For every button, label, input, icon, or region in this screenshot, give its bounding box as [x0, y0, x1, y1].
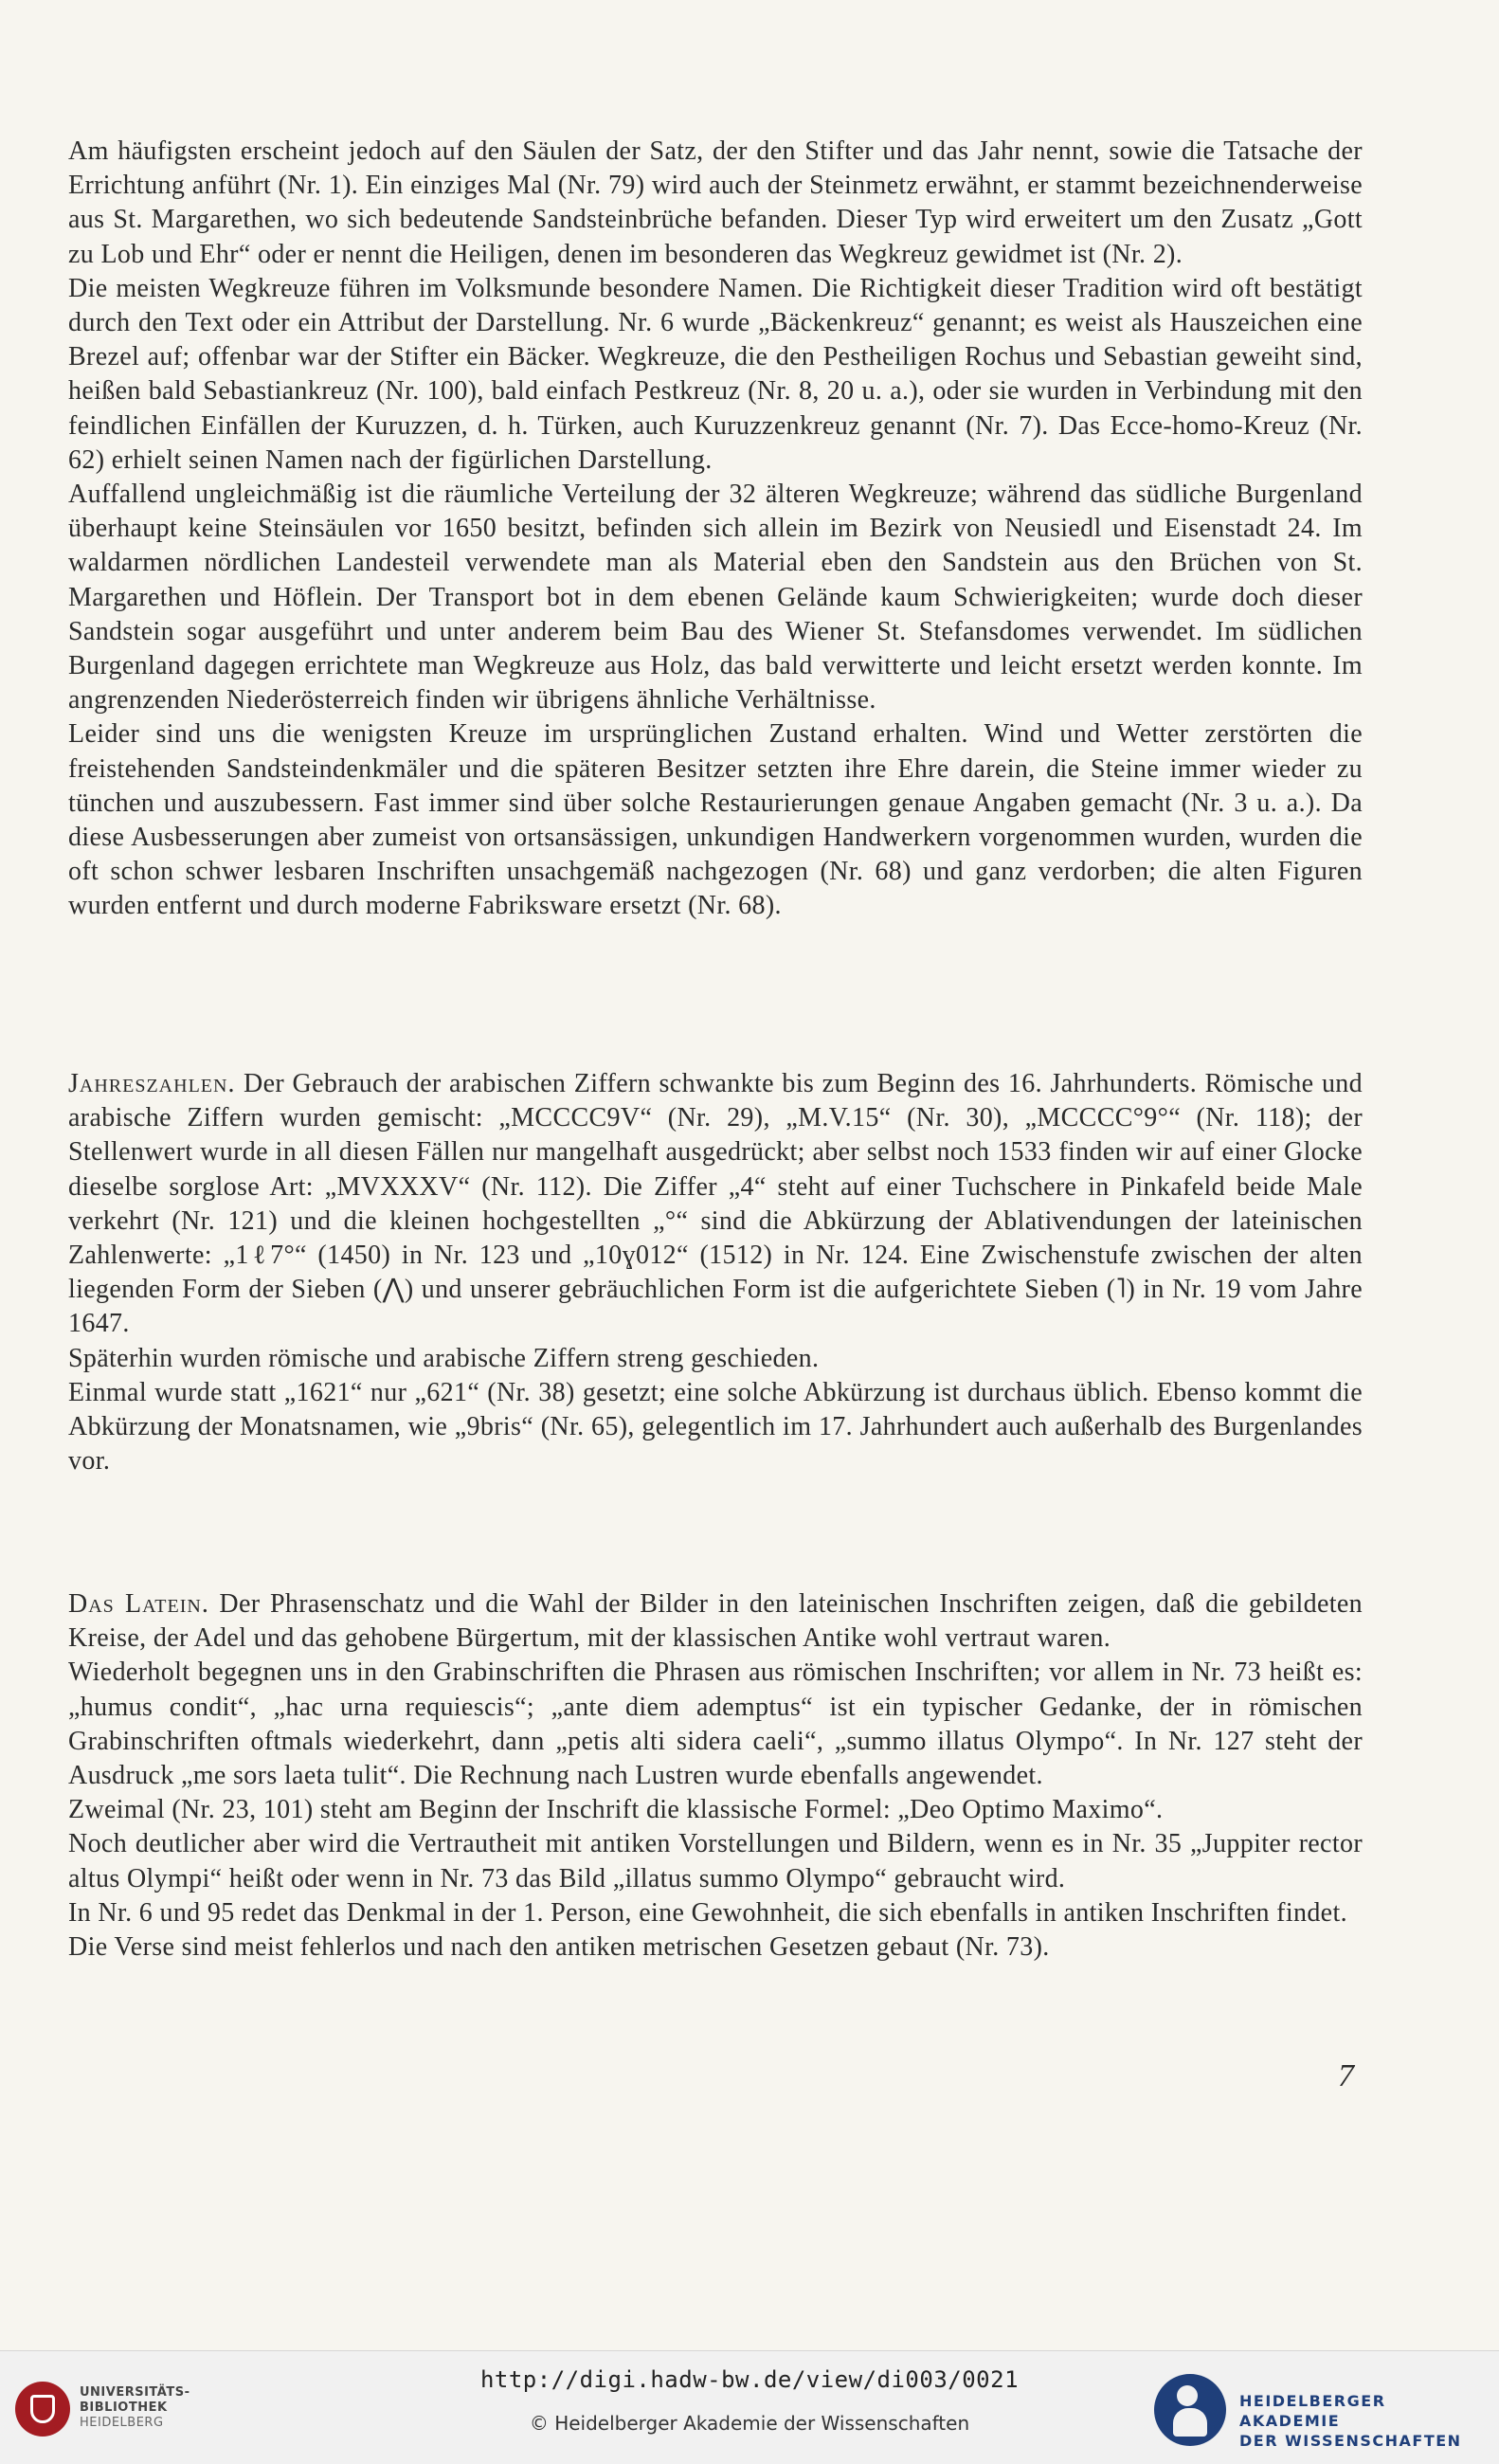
logo-line: UNIVERSITÄTS-: [80, 2385, 190, 2400]
logo-line: DER WISSENSCHAFTEN: [1239, 2432, 1462, 2450]
paragraph: In Nr. 6 und 95 redet das Denkmal in der 1. Person, eine Gewohnheit, die sich ebenfalls in antiken Inschriften findet.: [68, 1897, 1347, 1928]
university-library-name: [80, 2385, 190, 2431]
section-heading: Das Latein.: [68, 1589, 209, 1619]
paragraph-text: Der Phrasenschatz und die Wahl der Bilder in den lateinischen Inschriften zeigen, daß die gebildeten Kreise, der Adel und das gehobene Bürgertum, mit der klassischen Antike wohl vertraut waren.: [68, 1589, 1363, 1654]
academy-emblem-icon: [1154, 2374, 1226, 2446]
university-seal-icon: [15, 2382, 70, 2437]
logo-line: HEIDELBERG: [80, 2416, 164, 2430]
paragraph: Noch deutlicher aber wird die Vertrautheit mit antiken Vorstellungen und Bildern, wenn es in Nr. 35 „Juppiter rector altus Olympi“ heißt oder wenn in Nr. 73 das Bild „illatus summo Olympo“ gebraucht wird.: [68, 1829, 1363, 1893]
section-heading: Jahreszahlen.: [68, 1069, 236, 1098]
paragraph: Späterhin wurden römische und arabische Ziffern streng geschieden.: [68, 1343, 820, 1373]
university-library-logo[interactable]: [15, 2382, 205, 2438]
academy-name: [1239, 2391, 1476, 2451]
paragraph: Die Verse sind meist fehlerlos und nach den antiken metrischen Gesetzen gebaut (Nr. 73).: [68, 1932, 1050, 1963]
paragraph: [68, 1067, 1363, 1342]
text-section-latein: [68, 1587, 1363, 1965]
paragraph: Die meisten Wegkreuze führen im Volksmunde besondere Namen. Die Richtigkeit dieser Tradition wird oft bestätigt durch den Text oder ein Attribut der Darstellung. Nr. 6 wurde „Bäckenkreuz“ genannt; es weist als Hauszeichen eine Brezel auf; offenbar war der Stifter ein Bäcker. Wegkreuze, die den Pestheiligen Rochus und Sebastian geweiht sind, heißen bald Sebastiankreuz (Nr. 100), bald einfach Pestkreuz (Nr. 8, 20 u. a.), oder sie wurden in Verbindung mit den feindlichen Einfällen der Kuruzzen, d. h. Türken, auch Kuruzzenkreuz genannt (Nr. 7). Das Ecce-homo-Kreuz (Nr. 62) erhielt seinen Namen nach der figürlichen Darstellung.: [68, 273, 1363, 475]
footer-bar: [0, 2350, 1499, 2464]
paragraph: Einmal wurde statt „1621“ nur „621“ (Nr. 38) gesetzt; eine solche Abkürzung ist durchaus üblich. Ebenso kommt die Abkürzung der Monatsnamen, wie „9bris“ (Nr. 65), gelegentlich im 17. Jahrhundert auch außerhalb des Burgenlandes vor.: [68, 1377, 1363, 1477]
logo-line: BIBLIOTHEK: [80, 2401, 168, 2415]
page-number: 7: [1338, 2058, 1354, 2093]
logo-line: HEIDELBERGER AKADEMIE: [1239, 2392, 1386, 2430]
text-section-wegkreuze: [68, 135, 1363, 924]
paragraph: Wiederholt begegnen uns in den Grabinschriften die Phrasen aus römischen Inschriften; vor allem in Nr. 73 heißt es: „humus condit“, „hac urna requiescis“; „ante diem ademptus“ ist ein typischer Gedanke, der in römischen Grabinschriften oftmals wiederkehrt, dann „petis alti sidera caeli“, „summo illatus Olympo“. In Nr. 127 steht der Ausdruck „me sors laeta tulit“. Die Rechnung nach Lustren wurde ebenfalls angewendet.: [68, 1658, 1363, 1791]
paragraph: Am häufigsten erscheint jedoch auf den Säulen der Satz, der den Stifter und das Jahr nennt, sowie die Tatsache der Errichtung anführt (Nr. 1). Ein einziges Mal (Nr. 79) wird auch der Steinmetz erwähnt, er stammt bezeichnenderweise aus St. Margarethen, wo sich bedeutende Sandsteinbrüche befanden. Dieser Typ wird erweitert um den Zusatz „Gott zu Lob und Ehr“ oder er nennt die Heiligen, denen im besonderen das Wegkreuz gewidmet ist (Nr. 2).: [68, 136, 1363, 269]
academy-logo[interactable]: [1154, 2374, 1476, 2450]
document-url-link[interactable]: http://digi.hadw-bw.de/view/di003/0021: [479, 2366, 1020, 2393]
paragraph: [68, 1587, 1363, 1656]
paragraph: Auffallend ungleichmäßig ist die räumliche Verteilung der 32 älteren Wegkreuze; während das südliche Burgenland überhaupt keine Steinsäulen vor 1650 besitzt, befinden sich allein im Bezirk von Neusiedl und Eisenstadt 24. Im waldarmen nördlichen Landesteil verwendete man als Material eben den Sandstein aus den Brüchen von St. Margarethen und Höflein. Der Transport bot in dem ebenen Gelände kaum Schwierigkeiten; wurde doch dieser Sandstein sogar ausgeführt und unter anderem beim Bau des Wiener St. Stefansdomes verwendet. Im südlichen Burgenland dagegen errichtete man Wegkreuze aus Holz, das bald verwitterte und leicht ersetzt werden konnte. Im angrenzenden Niederösterreich finden wir übrigens ähnliche Verhältnisse.: [68, 480, 1363, 716]
paragraph-text: Der Gebrauch der arabischen Ziffern schwankte bis zum Beginn des 16. Jahrhunderts. Römische und arabische Ziffern wurden gemischt: „MCCCC9V“ (Nr. 29), „M.V.15“ (Nr. 30), „MCCCC°9°“ (Nr. 118); der Stellenwert wurde in all diesen Fällen nur mangelhaft ausgedrückt; aber selbst noch 1533 finden wir auf einer Glocke dieselbe sorglose Art: „MVXXXV“ (Nr. 112). Die Ziffer „4“ steht auf einer Tuchschere in Pinkafeld beide Male verkehrt (Nr. 121) und die kleinen hochgestellten „°“ sind die Abkürzung der Ablativendungen der lateinischen Zahlenwerte: „1ℓ7°“ (1450) in Nr. 123 und „10ɣ012“ (1512) in Nr. 124. Eine Zwischenstufe zwischen der alten liegenden Form der Sieben (⋀) und unserer gebräuchlichen Form ist die aufgerichtete Sieben (˥) in Nr. 19 vom Jahre 1647.: [68, 1069, 1364, 1339]
paragraph: Zweimal (Nr. 23, 101) steht am Beginn der Inschrift die klassische Formel: „Deo Optimo Maximo“.: [68, 1795, 1164, 1825]
paragraph: Leider sind uns die wenigsten Kreuze im ursprünglichen Zustand erhalten. Wind und Wetter zerstörten die freistehenden Sandsteindenkmäler und die späteren Besitzer setzten ihre Ehre darein, die Steine immer wieder zu tünchen und auszubessern. Fast immer sind über solche Restaurierungen genaue Angaben gemacht (Nr. 3 u. a.). Da diese Ausbesserungen aber zumeist von ortsansässigen, unkundigen Handwerkern vorgenommen wurden, wurden die oft schon schwer lesbaren Inschriften unsachgemäß nachgezogen (Nr. 68) und ganz verdorben; die alten Figuren wurden entfernt und durch moderne Fabriksware ersetzt (Nr. 68).: [68, 719, 1363, 921]
copyright-notice: © Heidelberger Akademie der Wissenschaften: [529, 2412, 970, 2435]
text-section-jahreszahlen: [68, 1067, 1363, 1478]
